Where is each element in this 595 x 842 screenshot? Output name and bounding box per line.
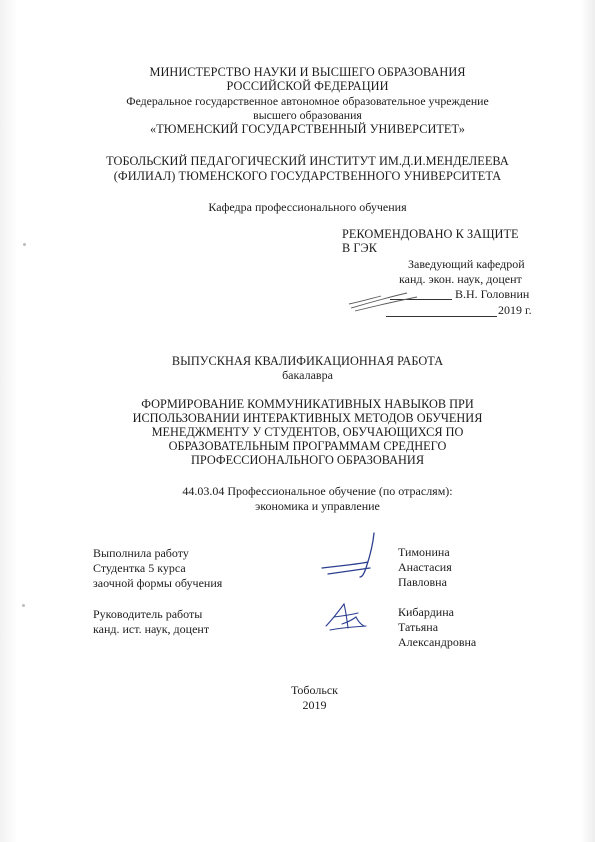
student-label-line-1: Выполнила работу (93, 546, 189, 560)
recommended-line-1: РЕКОМЕНДОВАНО К ЗАЩИТЕ (342, 227, 519, 241)
work-level: бакалавра (282, 368, 333, 382)
work-type: ВЫПУСКНАЯ КВАЛИФИКАЦИОННАЯ РАБОТА (171, 354, 444, 368)
institution-type-line-1: Федеральное государственное автономное образовательное учреждение (126, 94, 489, 108)
scan-speck (22, 604, 25, 607)
branch-line-1: ТОБОЛЬСКИЙ ПЕДАГОГИЧЕСКИЙ ИНСТИТУТ ИМ.Д.И.МЕНДЕЛЕЕВА (106, 154, 509, 168)
department-name: Кафедра профессионального обучения (208, 200, 407, 214)
ministry-line-1: МИНИСТЕРСТВО НАУКИ И ВЫСШЕГО ОБРАЗОВАНИЯ (149, 65, 466, 79)
supervisor-label-line-1: Руководитель работы (93, 607, 203, 621)
scan-speck (23, 243, 26, 246)
university-name: «ТЮМЕНСКИЙ ГОСУДАРСТВЕННЫЙ УНИВЕРСИТЕТ» (150, 122, 465, 136)
student-surname: Тимонина (398, 545, 450, 559)
date-suffix: 2019 г. (498, 303, 532, 317)
student-label-line-2: Студентка 5 курса (93, 561, 186, 575)
work-title-line-2: ИСПОЛЬЗОВАНИИ ИНТЕРАКТИВНЫХ МЕТОДОВ ОБУЧЕНИЯ (132, 411, 483, 425)
scan-right-edge (581, 0, 595, 842)
footer-city: Тобольск (291, 683, 338, 697)
institution-type-line-2: высшего образования (253, 108, 362, 122)
branch-line-2: (ФИЛИАЛ) ТЮМЕНСКОГО ГОСУДАРСТВЕННОГО УНИВЕРСИТЕТА (113, 169, 502, 183)
supervisor-patronymic: Александровна (398, 635, 477, 649)
student-signature-image (318, 530, 388, 580)
work-title-line-4: ОБРАЗОВАТЕЛЬНЫМ ПРОГРАММАМ СРЕДНЕГО (168, 439, 447, 453)
specialty-line-2: экономика и управление (255, 499, 380, 513)
recommended-line-2: В ГЭК (342, 241, 377, 255)
date-line (386, 316, 497, 317)
work-title-line-5: ПРОФЕССИОНАЛЬНОГО ОБРАЗОВАНИЯ (190, 453, 425, 467)
supervisor-first-name: Татьяна (398, 620, 439, 634)
specialty-line-1: 44.03.04 Профессиональное обучение (по отраслям): (182, 484, 453, 498)
work-title-line-1: ФОРМИРОВАНИЕ КОММУНИКАТИВНЫХ НАВЫКОВ ПРИ (141, 397, 474, 411)
head-name: В.Н. Головнин (455, 287, 530, 301)
head-degree: канд. экон. наук, доцент (399, 272, 522, 286)
student-patronymic: Павловна (398, 575, 447, 589)
supervisor-label-line-2: канд. ист. наук, доцент (93, 622, 210, 636)
head-signature-image (345, 284, 445, 316)
work-title-line-3: МЕНЕДЖМЕНТУ У СТУДЕНТОВ, ОБУЧАЮЩИХСЯ ПО (151, 425, 464, 439)
supervisor-surname: Кибардина (398, 605, 454, 619)
supervisor-signature-image (322, 598, 370, 634)
head-title: Заведующий кафедрой (408, 257, 525, 271)
scan-left-edge (0, 0, 18, 842)
footer-year: 2019 (302, 698, 327, 712)
student-first-name: Анастасия (398, 560, 452, 574)
ministry-line-2: РОССИЙСКОЙ ФЕДЕРАЦИИ (226, 79, 389, 93)
student-label-line-3: заочной формы обучения (93, 576, 223, 590)
